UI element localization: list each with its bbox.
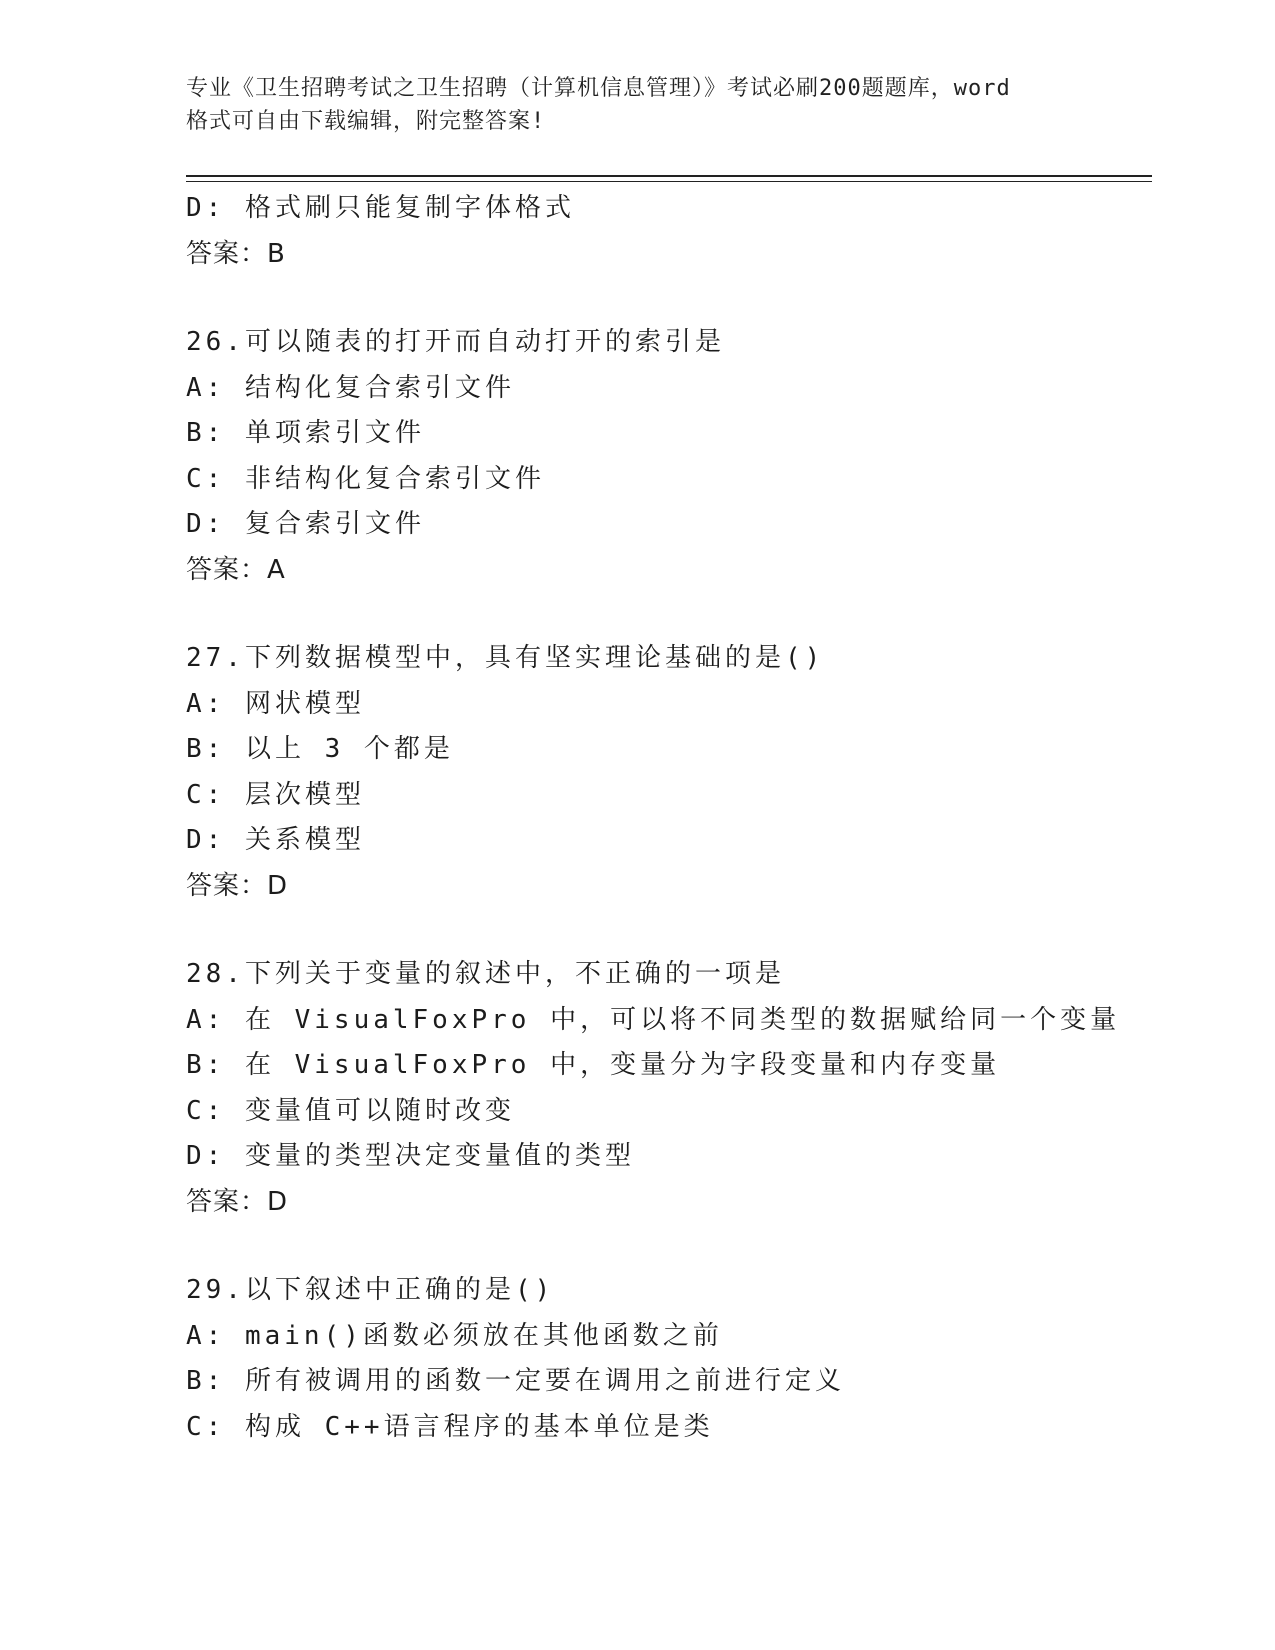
question-stem: 28.下列关于变量的叙述中，不正确的一项是 [186,959,785,989]
option-c: C: 构成 C++语言程序的基本单位是类 [186,1411,714,1442]
spacer [186,277,1186,320]
spacer [186,593,1186,636]
option-c: C: 层次模型 [186,779,365,810]
question-stem: 26.可以随表的打开而自动打开的索引是 [186,327,725,357]
option-c: C: 非结构化复合索引文件 [186,463,545,494]
question-29 [186,1268,1186,1450]
option-a: A: 网状模型 [186,688,365,719]
option-d: D: 复合索引文件 [186,509,425,539]
option-d: D: 关系模型 [186,825,365,855]
header-title-line-2: 格式可自由下载编辑，附完整答案! [186,109,546,134]
header-title-line-1: 专业《卫生招聘考试之卫生招聘（计算机信息管理）》考试必刷200题题库，word [186,76,1011,101]
answer: 答案：A [186,554,286,585]
question-26 [186,320,1186,593]
option-b: B: 单项索引文件 [186,418,425,448]
question-stem: 29.以下叙述中正确的是() [186,1275,555,1305]
question-28 [186,952,1186,1225]
spacer [186,1225,1186,1268]
header-divider-thick [186,175,1152,177]
option-b: B: 在 VisualFoxPro 中，变量分为字段变量和内存变量 [186,1050,1001,1080]
option-c: C: 变量值可以随时改变 [186,1095,515,1126]
option-b: B: 以上 3 个都是 [186,734,454,764]
question-27 [186,636,1186,909]
question-list [186,186,1186,1450]
option-a: A: main()函数必须放在其他函数之前 [186,1320,723,1351]
answer: 答案：D [186,1186,289,1217]
spacer [186,909,1186,952]
option-a: A: 结构化复合索引文件 [186,372,515,403]
option-a: A: 在 VisualFoxPro 中，可以将不同类型的数据赋给同一个变量 [186,1004,1121,1035]
carry-over-option-d: D: 格式刷只能复制字体格式 [186,193,575,223]
header-divider-thin [186,181,1152,182]
option-b: B: 所有被调用的函数一定要在调用之前进行定义 [186,1366,845,1396]
question-stem: 27.下列数据模型中，具有坚实理论基础的是() [186,643,825,673]
document-header [186,72,1086,138]
carry-over-answer: 答案：B [186,238,286,269]
answer: 答案：D [186,870,289,901]
option-d: D: 变量的类型决定变量值的类型 [186,1141,635,1171]
